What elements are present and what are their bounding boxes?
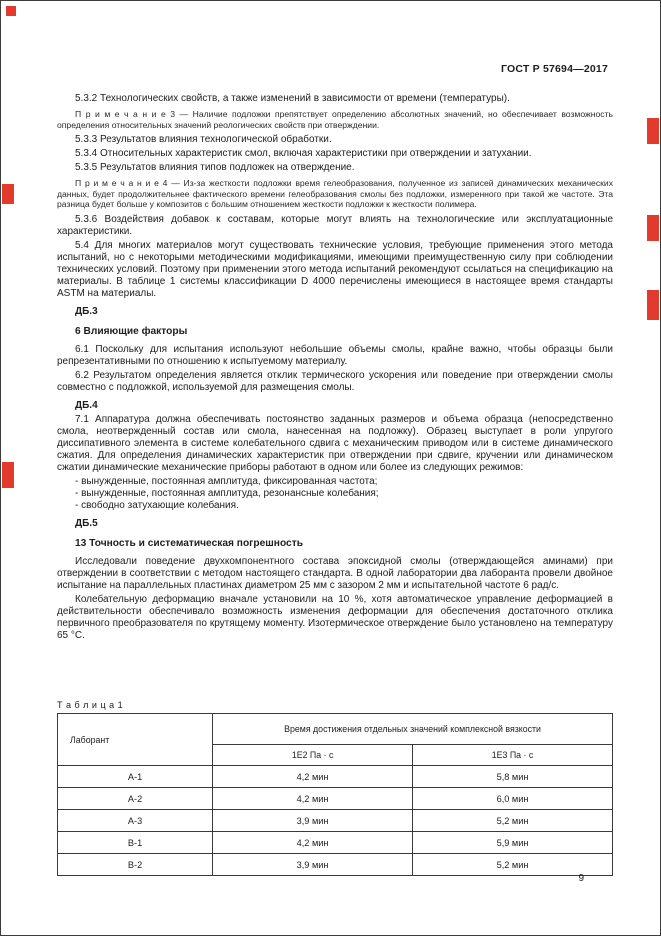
cell-value: 6,0 мин <box>413 788 613 810</box>
table-subheader-1e2: 1Е2 Па · с <box>213 745 413 766</box>
list-item: - свободно затухающие колебания. <box>75 499 239 511</box>
change-marker <box>6 6 16 16</box>
paragraph: 5.3.3 Результатов влияния технологической обработки. <box>75 134 332 146</box>
cell-laborant: А-1 <box>58 766 213 788</box>
appendix-ref-heading: ДБ.4 <box>75 399 98 411</box>
cell-laborant: В-2 <box>58 854 213 876</box>
paragraph: Колебательную деформацию вначале установили на 10 %, хотя автоматическое управление деформацией в действительности обеспечивало возможность изменения деформации для обеспечения достаточного отклика первичного преобразователя по крутящему моменту. Изотермическое отверждение было установлено на температуру 65 °С. <box>57 593 613 641</box>
paragraph: Исследовали поведение двухкомпонентного состава эпоксидной смолы (отверждающейся аминами) при отверждении в соответствии с методом настоящего стандарта. В одной лаборатории два лаборанта провели двойное испытание на параллельных пластинах диаметром 25 мм с зазором 2 мм и испытательной частоте 6 рад/с. <box>57 555 613 591</box>
paragraph: 5.3.5 Результатов влияния типов подложек на отверждение. <box>75 162 355 174</box>
page-number: 9 <box>578 873 584 884</box>
section-heading: 6 Влияющие факторы <box>75 325 188 337</box>
page-header <box>501 63 608 75</box>
paragraph: 6.2 Результатом определения является отклик термического ускорения или поведение при отверждении смолы совместно с подложкой, используемой для размещения смолы. <box>57 369 613 393</box>
paragraph: 5.3.6 Воздействия добавок к составам, которые могут влиять на технологические или эксплуатационные характеристики. <box>57 213 613 237</box>
section-heading: 13 Точность и систематическая погрешность <box>75 537 303 549</box>
change-marker <box>2 184 14 204</box>
table-header-span: Время достижения отдельных значений комплексной вязкости <box>213 714 613 745</box>
change-marker <box>647 215 659 241</box>
paragraph: 5.4 Для многих материалов могут существовать технические условия, требующие применения этого метода испытаний, но с некоторыми методическими модификациями, имеющими преимущественную силу при соблюдении технических условий. Поэтому при применении этого метода испытаний рекомендуют ссылаться на спецификацию на материалы. В таблице 1 системы классификации D 4000 перечислены имеющиеся в настоящее время стандарты ASTM на материалы. <box>57 239 613 299</box>
paragraph: 5.3.2 Технологических свойств, а также изменений в зависимости от времени (температуры). <box>75 93 510 104</box>
paragraph: 6.1 Поскольку для испытания используют небольшие объемы смолы, крайне важно, чтобы образцы были репрезентативными по отношению к испытуемому материалу. <box>57 343 613 367</box>
paragraph: 5.3.4 Относительных характеристик смол, включая характеристики при отверждении и затухании. <box>75 148 532 160</box>
document-content <box>57 93 613 644</box>
cell-laborant: А-3 <box>58 810 213 832</box>
cell-laborant: А-2 <box>58 788 213 810</box>
cell-value: 5,2 мин <box>413 810 613 832</box>
table-row <box>58 766 613 788</box>
paragraph: 7.1 Аппаратура должна обеспечивать постоянство заданных размеров и объема образца (непосредственно смола, неотвержденный состав или смола, нанесенная на подложку). Образец выступает в роли упругого диссипативного элемента в системе колебательного сдвига с механическим приводом или в системе динамического сжатия. Для определения динамических характеристик при отверждении при сдвиге, кручении или динамическом сжатии динамические механические приборы работают в одном или более из следующих режимов: <box>57 413 613 473</box>
note-paragraph: П р и м е ч а н и е 3 — Наличие подложки препятствует определению абсолютных значений, но обеспечивает возможность определения относительных значений реологических свойств при отверждении. <box>57 109 613 130</box>
cell-value: 5,9 мин <box>413 832 613 854</box>
standard-number: ГОСТ Р 57694—2017 <box>500 63 608 75</box>
list-item: - вынужденные, постоянная амплитуда, резонансные колебания; <box>75 487 379 499</box>
cell-value: 4,2 мин <box>213 832 413 854</box>
cell-value: 4,2 мин <box>213 766 413 788</box>
change-marker <box>647 290 659 320</box>
table-row <box>58 788 613 810</box>
results-table <box>57 713 613 876</box>
table-label: Т а б л и ц а 1 <box>57 700 124 710</box>
table-header-laborant: Лаборант <box>58 714 213 766</box>
note-paragraph: П р и м е ч а н и е 4 — Из-за жесткости подложки время гелеобразования, полученное из записей динамических механических данных, будет продолжительнее фактического времени гелеобразования смолы без подложки, измеренного при такой же частоте. Эта разница будет больше у композитов с большим отношением жесткости подложки к жесткости полимера. <box>57 178 613 210</box>
change-marker <box>2 462 14 488</box>
table-row <box>58 810 613 832</box>
list-item: - вынужденные, постоянная амплитуда, фиксированная частота; <box>75 475 378 487</box>
table-subheader-1e3: 1Е3 Па · с <box>413 745 613 766</box>
table-header-row <box>58 714 613 745</box>
cell-value: 4,2 мин <box>213 788 413 810</box>
cell-value: 5,8 мин <box>413 766 613 788</box>
cell-value: 3,9 мин <box>213 854 413 876</box>
cell-laborant: В-1 <box>58 832 213 854</box>
table-row <box>58 854 613 876</box>
appendix-ref-heading: ДБ.3 <box>75 305 98 317</box>
change-marker <box>647 118 659 144</box>
cell-value: 5,2 мин <box>413 854 613 876</box>
cell-value: 3,9 мин <box>213 810 413 832</box>
appendix-ref-heading: ДБ.5 <box>75 517 98 529</box>
table-row <box>58 832 613 854</box>
